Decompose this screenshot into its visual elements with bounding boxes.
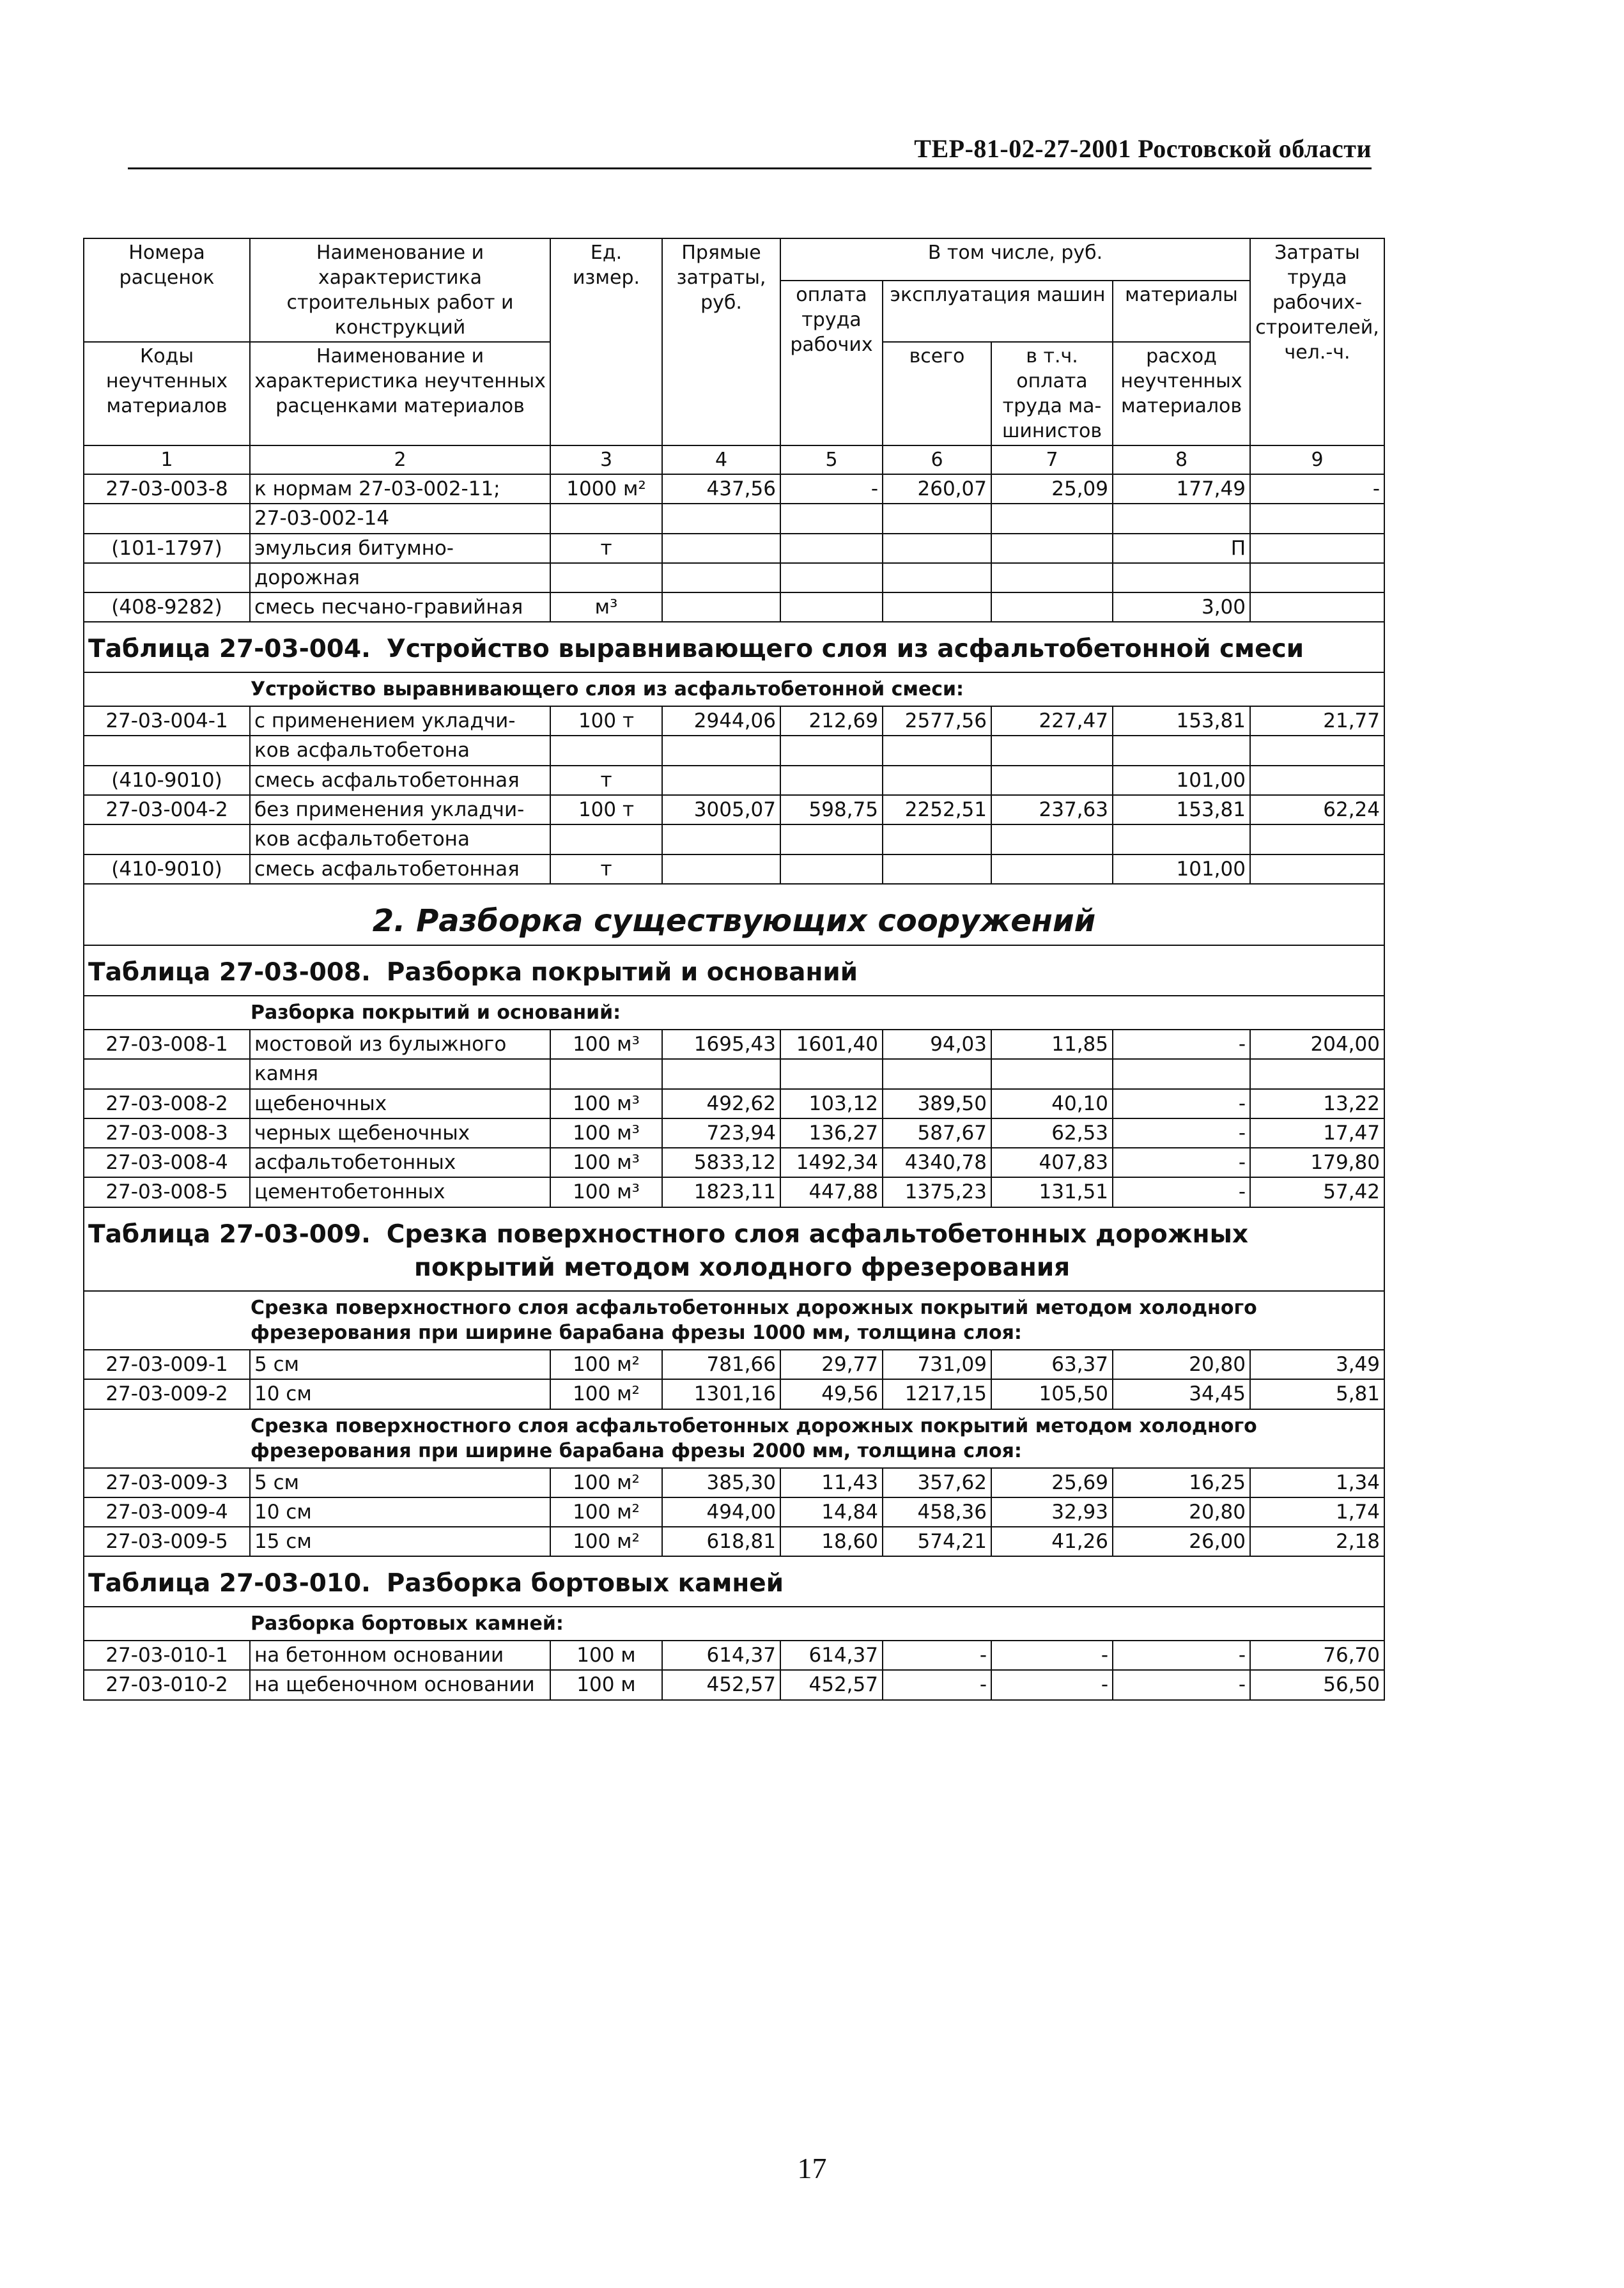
direct-costs: 1301,16 [662,1379,780,1409]
wages [780,1059,883,1088]
machinists-wages: 237,63 [991,795,1113,824]
rate-name: ков асфальтобетона [250,736,550,765]
rate-name: без применения укладчи- [250,795,550,824]
machines-total: 2577,56 [883,706,991,736]
materials: - [1113,1670,1250,1699]
table-009-title: Таблица 27-03-009. Срезка поверхностного слоя асфальтобетонных дорожных покрытий методом холодного фрезерования [84,1207,1384,1291]
machines-total: - [883,1670,991,1699]
group-title: Срезка поверхностного слоя асфальтобетонных дорожных покрытий методом холодного фрезерования при ширине барабана фрезы 1000 мм, толщина слоя: [84,1291,1384,1350]
table-004-title: Таблица 27-03-004. Устройство выравнивающего слоя из асфальтобетонной смеси [84,622,1384,672]
page-header [128,123,1372,169]
col-header-name: Наименование и характеристика строительных работ и конструкций [250,238,550,342]
rate-name: цементобетонных [250,1177,550,1207]
table-row [84,1030,1384,1059]
materials: - [1113,1641,1250,1670]
col-header-materials-codes: Коды неучтенных материалов [84,342,250,445]
labor: 76,70 [1250,1641,1384,1670]
materials: - [1113,1089,1250,1118]
machinists-wages: 25,69 [991,1468,1113,1497]
rate-name: асфальтобетонных [250,1148,550,1177]
table-row [84,824,1384,854]
materials: 34,45 [1113,1379,1250,1409]
column-numbers-row [84,445,1384,474]
col-num: 4 [662,445,780,474]
table-row [84,1379,1384,1409]
machines-total: 1217,15 [883,1379,991,1409]
rate-code: 27-03-009-4 [84,1497,250,1527]
labor: 21,77 [1250,706,1384,736]
wages: 49,56 [780,1379,883,1409]
rate-code: 27-03-008-4 [84,1148,250,1177]
machines-total: 94,03 [883,1030,991,1059]
material-code: (101-1797) [84,534,250,563]
labor: 17,47 [1250,1118,1384,1148]
direct-costs: 437,56 [662,474,780,504]
rate-name: 10 см [250,1379,550,1409]
direct-costs: 3005,07 [662,795,780,824]
rate-unit: 100 м² [550,1527,662,1556]
rate-code: 27-03-009-3 [84,1468,250,1497]
table-row [84,1059,1384,1088]
labor: 1,74 [1250,1497,1384,1527]
table-row [84,1497,1384,1527]
materials: П [1113,534,1250,563]
machinists-wages: 131,51 [991,1177,1113,1207]
rate-code: 27-03-008-5 [84,1177,250,1207]
table-row [84,1527,1384,1556]
material-code: (410-9010) [84,766,250,795]
labor: 57,42 [1250,1177,1384,1207]
wages: 11,43 [780,1468,883,1497]
wages: 452,57 [780,1670,883,1699]
materials: 20,80 [1113,1497,1250,1527]
table-009-body-2 [84,1468,1384,1557]
rate-name: 5 см [250,1350,550,1379]
table-row [84,592,1384,622]
rate-name: 27-03-002-14 [250,504,550,533]
rate-unit: 100 м³ [550,1148,662,1177]
rate-code: 27-03-010-1 [84,1641,250,1670]
machines-total: 1375,23 [883,1177,991,1207]
wages: 212,69 [780,706,883,736]
rate-unit: 100 т [550,795,662,824]
col-header-machinists-wages: в т.ч. оплата труда ма-шинистов [991,342,1113,445]
rate-unit: 100 м [550,1670,662,1699]
rate-name: к нормам 27-03-002-11; [250,474,550,504]
wages: 1601,40 [780,1030,883,1059]
rate-unit: 100 м³ [550,1177,662,1207]
rate-unit: 100 м³ [550,1089,662,1118]
rate-code: 27-03-004-2 [84,795,250,824]
rate-unit: т [550,766,662,795]
rate-code: 27-03-009-2 [84,1379,250,1409]
col-num: 2 [250,445,550,474]
machinists-wages [991,1059,1113,1088]
materials: 101,00 [1113,766,1250,795]
wages: 136,27 [780,1118,883,1148]
machinists-wages: 227,47 [991,706,1113,736]
labor: 1,34 [1250,1468,1384,1497]
materials: 20,80 [1113,1350,1250,1379]
col-header-including: В том числе, руб. [780,238,1250,281]
col-header-unit: Ед. измер. [550,238,662,445]
material-name: смесь асфальтобетонная [250,854,550,884]
rate-unit: т [550,534,662,563]
rate-unit: 100 т [550,706,662,736]
rate-unit: 100 м³ [550,1118,662,1148]
machines-total: 4340,78 [883,1148,991,1177]
page-number: 17 [797,2152,827,2184]
wages: 1492,34 [780,1148,883,1177]
labor: 13,22 [1250,1089,1384,1118]
rate-code: 27-03-003-8 [84,474,250,504]
materials [1113,1059,1250,1088]
machines-total: - [883,1641,991,1670]
labor: - [1250,474,1384,504]
material-name: смесь песчано-гравийная [250,592,550,622]
material-name: дорожная [250,563,550,592]
wages: 29,77 [780,1350,883,1379]
machinists-wages: 32,93 [991,1497,1113,1527]
col-header-machines: эксплуатация машин [883,281,1113,342]
materials: - [1113,1118,1250,1148]
wages: 614,37 [780,1641,883,1670]
rate-code: 27-03-009-5 [84,1527,250,1556]
machines-total: 260,07 [883,474,991,504]
machines-total: 458,36 [883,1497,991,1527]
labor: 179,80 [1250,1148,1384,1177]
material-code: (408-9282) [84,592,250,622]
table-row [84,1148,1384,1177]
materials: - [1113,1148,1250,1177]
rate-unit: 100 м² [550,1379,662,1409]
section-title: 2. Разборка существующих сооружений [84,884,1384,945]
machinists-wages: 41,26 [991,1527,1113,1556]
rate-unit: 100 м² [550,1468,662,1497]
rate-name: 10 см [250,1497,550,1527]
rate-unit: 100 м³ [550,1030,662,1059]
group-title: Устройство выравнивающего слоя из асфальтобетонной смеси: [84,672,1384,706]
rate-unit: м³ [550,592,662,622]
table-row [84,1177,1384,1207]
rate-code: 27-03-009-1 [84,1350,250,1379]
machinists-wages: 63,37 [991,1350,1113,1379]
rate-code: 27-03-008-2 [84,1089,250,1118]
table-row [84,1118,1384,1148]
labor: 56,50 [1250,1670,1384,1699]
rate-name: черных щебеночных [250,1118,550,1148]
col-header-machines-total: всего [883,342,991,445]
wages: 598,75 [780,795,883,824]
table-008-title: Таблица 27-03-008. Разборка покрытий и оснований [84,945,1384,996]
table-010-title: Таблица 27-03-010. Разборка бортовых камней [84,1556,1384,1607]
rate-unit [550,1059,662,1088]
col-num: 7 [991,445,1113,474]
rate-code: 27-03-004-1 [84,706,250,736]
group-title: Разборка бортовых камней: [84,1607,1384,1641]
table-row [84,1089,1384,1118]
rate-code: 27-03-008-3 [84,1118,250,1148]
rate-unit: 100 м² [550,1497,662,1527]
group-title: Срезка поверхностного слоя асфальтобетонных дорожных покрытий методом холодного фрезерования при ширине барабана фрезы 2000 мм, толщина слоя: [84,1409,1384,1468]
rate-unit: 1000 м² [550,474,662,504]
machinists-wages: 11,85 [991,1030,1113,1059]
wages: - [780,474,883,504]
machinists-wages: 62,53 [991,1118,1113,1148]
rate-name: с применением укладчи- [250,706,550,736]
table-row [84,1641,1384,1670]
col-num: 6 [883,445,991,474]
materials: 16,25 [1113,1468,1250,1497]
machines-total [883,1059,991,1088]
table-row [84,1350,1384,1379]
direct-costs: 385,30 [662,1468,780,1497]
rate-code [84,1059,250,1088]
col-header-materials-name: Наименование и характеристика неучтенных расценками материалов [250,342,550,445]
rate-name: камня [250,1059,550,1088]
table-row [84,854,1384,884]
direct-costs: 614,37 [662,1641,780,1670]
rate-name: на щебеночном основании [250,1670,550,1699]
rate-unit: 100 м [550,1641,662,1670]
materials: 153,81 [1113,706,1250,736]
document-code: ТЕР-81-02-27-2001 Ростовской области [914,134,1372,163]
table-010-body [84,1641,1384,1700]
direct-costs: 452,57 [662,1670,780,1699]
rate-name: 5 см [250,1468,550,1497]
wages: 14,84 [780,1497,883,1527]
direct-costs: 723,94 [662,1118,780,1148]
col-num: 9 [1250,445,1384,474]
rate-code: 27-03-008-1 [84,1030,250,1059]
machinists-wages: 25,09 [991,474,1113,504]
direct-costs: 781,66 [662,1350,780,1379]
rate-unit: т [550,854,662,884]
machinists-wages: - [991,1670,1113,1699]
col-header-materials-use: расход неучтенных материалов [1113,342,1250,445]
group-title: Разборка покрытий и оснований: [84,996,1384,1030]
direct-costs [662,1059,780,1088]
col-header-wages: оплата труда рабочих [780,281,883,445]
col-header-materials: материалы [1113,281,1250,342]
table-row [84,706,1384,736]
machinists-wages: 105,50 [991,1379,1113,1409]
material-code: (410-9010) [84,854,250,884]
col-header-labor: Затраты труда рабочих-строителей, чел.-ч. [1250,238,1384,445]
materials: - [1113,1030,1250,1059]
direct-costs: 494,00 [662,1497,780,1527]
labor: 2,18 [1250,1527,1384,1556]
table-row [84,1670,1384,1699]
materials: 153,81 [1113,795,1250,824]
machines-total: 357,62 [883,1468,991,1497]
wages: 447,88 [780,1177,883,1207]
table-row [84,534,1384,563]
materials: 101,00 [1113,854,1250,884]
direct-costs: 1695,43 [662,1030,780,1059]
materials: - [1113,1177,1250,1207]
machines-total: 587,67 [883,1118,991,1148]
price-table [83,238,1385,1701]
table-row [84,736,1384,765]
machinists-wages: - [991,1641,1113,1670]
labor: 204,00 [1250,1030,1384,1059]
col-num: 3 [550,445,662,474]
direct-costs: 492,62 [662,1089,780,1118]
rate-name: ков асфальтобетона [250,824,550,854]
machines-total: 731,09 [883,1350,991,1379]
col-num: 8 [1113,445,1250,474]
table-row [84,795,1384,824]
machinists-wages: 407,83 [991,1148,1113,1177]
col-num: 1 [84,445,250,474]
direct-costs: 618,81 [662,1527,780,1556]
direct-costs: 5833,12 [662,1148,780,1177]
col-header-codes: Номера расценок [84,238,250,342]
table-009-body-1 [84,1350,1384,1409]
table-row [84,563,1384,592]
labor: 5,81 [1250,1379,1384,1409]
materials: 26,00 [1113,1527,1250,1556]
rate-name: на бетонном основании [250,1641,550,1670]
direct-costs: 2944,06 [662,706,780,736]
table-row [84,504,1384,533]
material-name: эмульсия битумно- [250,534,550,563]
col-header-direct-costs: Прямые затраты, руб. [662,238,780,445]
labor: 3,49 [1250,1350,1384,1379]
rate-code: 27-03-010-2 [84,1670,250,1699]
rate-name: мостовой из булыжного [250,1030,550,1059]
table-row [84,1468,1384,1497]
labor [1250,1059,1384,1088]
rate-name: 15 см [250,1527,550,1556]
wages: 103,12 [780,1089,883,1118]
materials: 3,00 [1113,592,1250,622]
table-row [84,766,1384,795]
labor: 62,24 [1250,795,1384,824]
rate-unit: 100 м² [550,1350,662,1379]
direct-costs: 1823,11 [662,1177,780,1207]
material-name: смесь асфальтобетонная [250,766,550,795]
machinists-wages: 40,10 [991,1089,1113,1118]
col-num: 5 [780,445,883,474]
rate-name: щебеночных [250,1089,550,1118]
machines-total: 2252,51 [883,795,991,824]
wages: 18,60 [780,1527,883,1556]
table-row [84,474,1384,504]
table-008-body [84,1030,1384,1207]
materials: 177,49 [1113,474,1250,504]
price-table-sheet [83,238,1384,1701]
machines-total: 389,50 [883,1089,991,1118]
machines-total: 574,21 [883,1527,991,1556]
